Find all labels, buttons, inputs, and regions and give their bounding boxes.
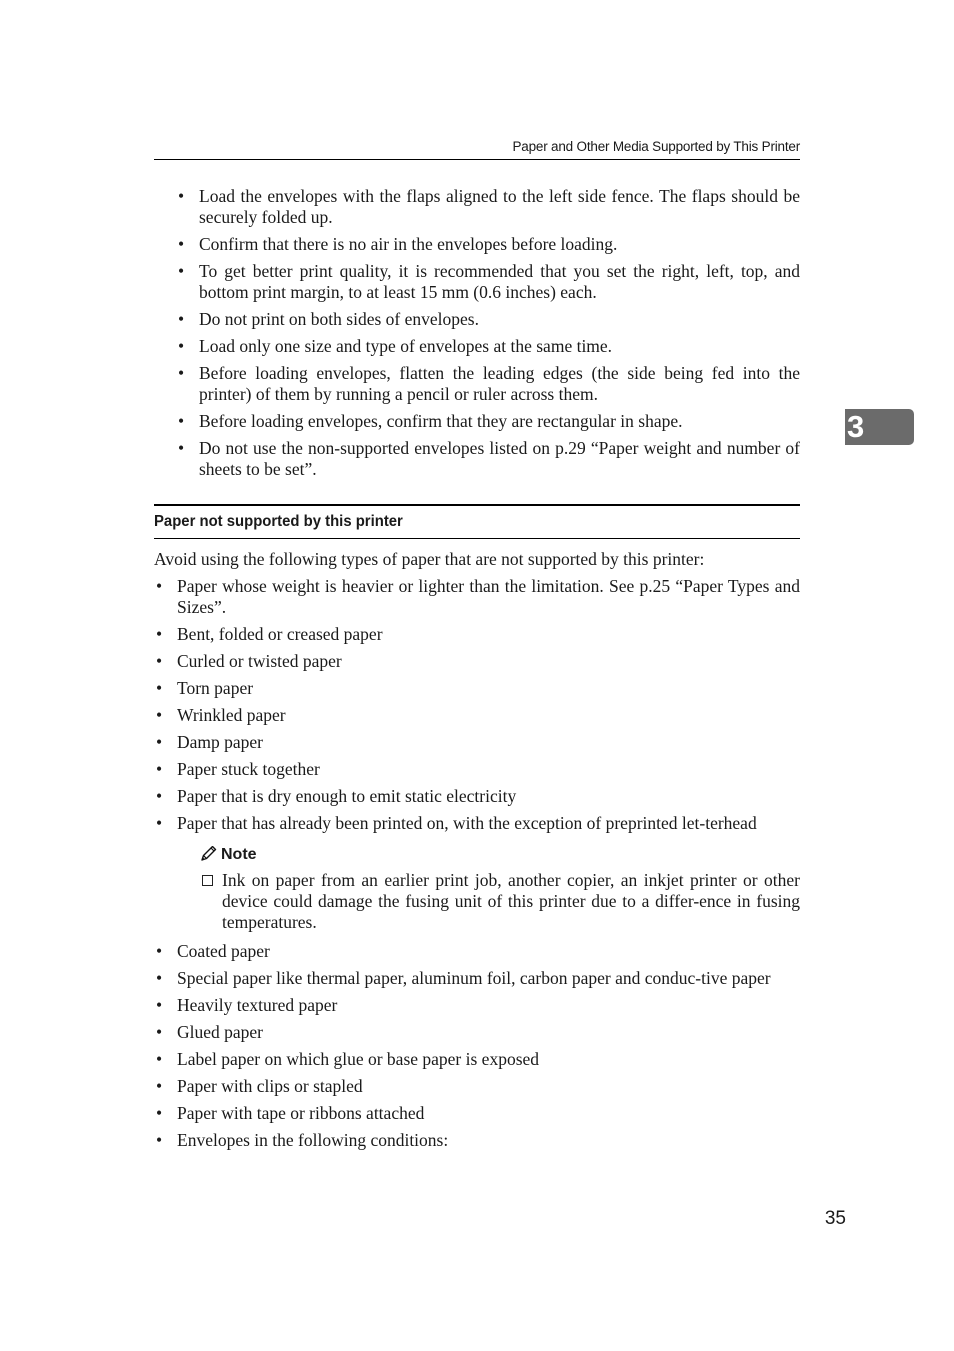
list-item: • Do not print on both sides of envelopes. xyxy=(154,309,800,330)
chapter-number: 3 xyxy=(847,409,865,444)
list-item: • Confirm that there is no air in the envelopes before loading. xyxy=(154,234,800,255)
list-item: • Paper with tape or ribbons attached xyxy=(154,1103,800,1124)
list-item: • Bent, folded or creased paper xyxy=(154,624,800,645)
list-item: • Envelopes in the following conditions: xyxy=(154,1130,800,1151)
list-item: • Glued paper xyxy=(154,1022,800,1043)
list-item: • Curled or twisted paper xyxy=(154,651,800,672)
note-block xyxy=(200,845,800,933)
list-item: • Special paper like thermal paper, aluminum foil, carbon paper and conduc-tive paper xyxy=(154,968,800,989)
running-header: Paper and Other Media Supported by This Printer xyxy=(154,138,800,160)
list-item: • Paper stuck together xyxy=(154,759,800,780)
list-item: • Heavily textured paper xyxy=(154,995,800,1016)
pencil-icon xyxy=(200,846,218,862)
list-item: • Wrinkled paper xyxy=(154,705,800,726)
page-number: 35 xyxy=(824,1208,846,1229)
list-item: • Torn paper xyxy=(154,678,800,699)
list-item: • Paper that is dry enough to emit static electricity xyxy=(154,786,800,807)
list-item: • Load only one size and type of envelopes at the same time. xyxy=(154,336,800,357)
chapter-tab xyxy=(845,409,914,445)
section-rule xyxy=(154,538,800,539)
list-item: • Coated paper xyxy=(154,941,800,962)
list-item: • To get better print quality, it is recommended that you set the right, left, top, and bottom print margin, to at least 15 mm (0.6 inches) each. xyxy=(154,261,800,303)
section-rule xyxy=(154,504,800,506)
note-label: Note xyxy=(221,846,257,863)
list-item: • Damp paper xyxy=(154,732,800,753)
list-item: • Load the envelopes with the flaps aligned to the left side fence. The flaps should be securely folded up. xyxy=(154,186,800,228)
list-item: • Do not use the non-supported envelopes listed on p.29 “Paper weight and number of sheets to be set”. xyxy=(154,438,800,480)
note-item xyxy=(200,870,800,933)
list-item: • Label paper on which glue or base paper is exposed xyxy=(154,1049,800,1070)
list-item: • Before loading envelopes, flatten the leading edges (the side being fed into the printer) of them by running a pencil or ruler across them. xyxy=(154,363,800,405)
note-heading xyxy=(200,845,800,865)
unsupported-paper-list xyxy=(154,576,800,1157)
section-intro: Avoid using the following types of paper that are not supported by this printer: xyxy=(154,549,705,569)
list-item: • Paper with clips or stapled xyxy=(154,1076,800,1097)
note-text: Ink on paper from an earlier print job, another copier, an inkjet printer or other device could damage the fusing unit of this printer due to a differ-ence in fusing temperatures. xyxy=(222,870,800,932)
list-item: • Paper whose weight is heavier or lighter than the limitation. See p.25 “Paper Types and Sizes”. xyxy=(154,576,800,618)
section-heading: Paper not supported by this printer xyxy=(154,513,403,530)
list-item-text: Paper that has already been printed on, with the exception of preprinted let-terhead xyxy=(177,813,757,833)
list-item xyxy=(154,813,800,933)
envelope-tips-list xyxy=(154,186,800,486)
list-item: • Before loading envelopes, confirm that they are rectangular in shape. xyxy=(154,411,800,432)
checkbox-icon xyxy=(202,875,213,886)
